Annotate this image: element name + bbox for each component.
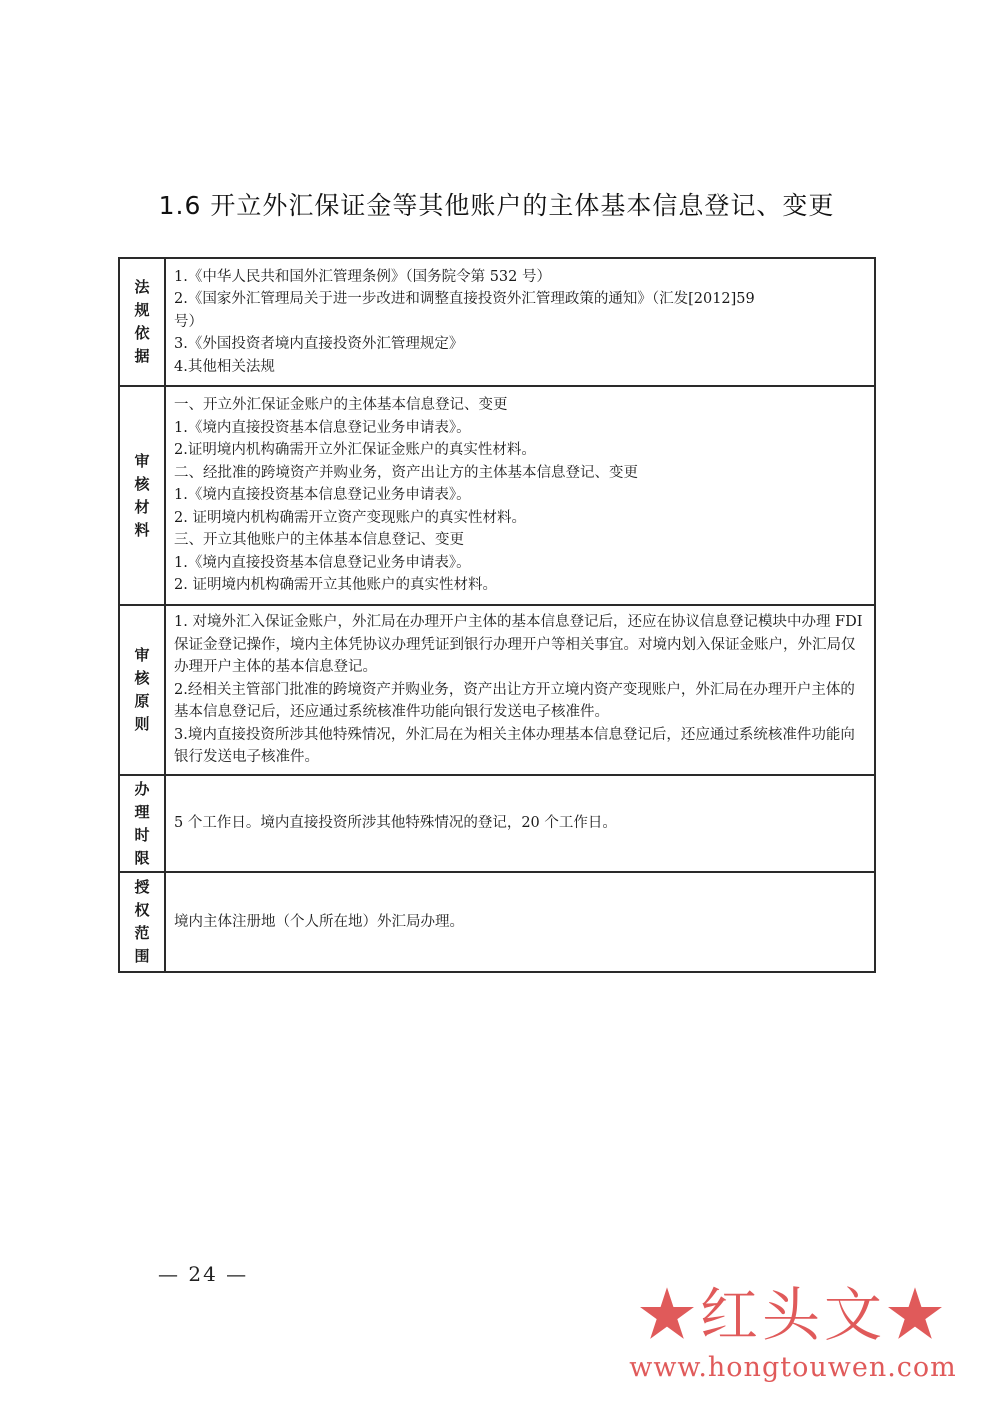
table-row-review-materials	[119, 386, 875, 605]
info-table	[118, 257, 876, 973]
watermark-title: ★红头文★	[637, 1281, 948, 1349]
row-header-char: 料	[134, 520, 150, 539]
text-line: 4.其他相关法规	[174, 358, 275, 375]
text-line: 三、开立其他账户的主体基本信息登记、变更	[174, 532, 464, 549]
row-body-legal-basis	[165, 258, 875, 386]
row-header-review-materials	[119, 386, 165, 605]
table-row-authorization-scope	[119, 872, 875, 972]
text-line: 3.《外国投资者境内直接投资外汇管理规定》	[174, 336, 464, 353]
text-line: 二、经批准的跨境资产并购业务，资产出让方的主体基本信息登记、变更	[174, 464, 638, 481]
row-header-char: 据	[134, 347, 150, 365]
text-line: 2. 证明境内机构确需开立资产变现账户的真实性材料。	[174, 509, 526, 526]
row-header-char: 原	[134, 692, 150, 710]
table-row-legal-basis	[119, 258, 875, 386]
row-header-char: 审	[134, 646, 150, 664]
text-line: 2.证明境内机构确需开立外汇保证金账户的真实性材料。	[174, 442, 536, 459]
row-header-char: 材	[134, 497, 150, 516]
row-header-char: 时	[134, 825, 150, 844]
text-line: 境内主体注册地（个人所在地）外汇局办理。	[174, 913, 464, 930]
text-line: 1.《境内直接投资基本信息登记业务申请表》。	[174, 487, 471, 504]
text-line: 1.《境内直接投资基本信息登记业务申请表》。	[174, 419, 471, 436]
text-line: 一、开立外汇保证金账户的主体基本信息登记、变更	[174, 397, 508, 414]
row-header-authorization-scope	[119, 872, 165, 972]
table-row-review-principles	[119, 605, 875, 775]
row-body-review-principles	[165, 605, 875, 775]
watermark	[603, 1280, 983, 1390]
row-body-review-materials	[165, 386, 875, 605]
row-header-review-principles	[119, 605, 165, 775]
text-paragraph: 2.经相关主管部门批准的跨境资产并购业务，资产出让方开立境内资产变现账户，外汇局在办理开户主体的基本信息登记后，还应通过系统核准件功能向银行发送电子核准件。	[174, 681, 855, 721]
text-line: 号）	[174, 313, 203, 330]
row-header-char: 核	[134, 474, 150, 493]
row-header-time-limit	[119, 775, 165, 872]
row-header-char: 理	[134, 802, 150, 821]
row-header-char: 限	[134, 848, 150, 867]
row-header-char: 依	[134, 324, 150, 342]
row-header-char: 核	[134, 669, 150, 687]
row-header-char: 规	[134, 301, 150, 319]
table-row-time-limit	[119, 775, 875, 872]
text-paragraph: 1. 对境外汇入保证金账户，外汇局在办理开户主体的基本信息登记后，还应在协议信息登记模块中办理 FDI 保证金登记操作，境内主体凭协议办理凭证到银行办理开户等相关事宜。对境内划入保证金账户，外汇局仅办理开户主体的基本信息登记。	[174, 614, 863, 676]
row-header-char: 办	[134, 779, 150, 798]
row-header-legal-basis	[119, 258, 165, 386]
row-header-char: 法	[134, 278, 150, 296]
page-number: — 24 —	[158, 1262, 249, 1286]
row-header-char: 权	[134, 901, 150, 919]
row-header-char: 围	[134, 947, 150, 965]
row-header-char: 范	[134, 924, 150, 942]
text-line: 5 个工作日。境内直接投资所涉其他特殊情况的登记，20 个工作日。	[174, 815, 617, 832]
page-title: 1.6 开立外汇保证金等其他账户的主体基本信息登记、变更	[158, 191, 835, 220]
watermark-url: www.hongtouwen.com	[629, 1352, 957, 1383]
row-body-time-limit	[165, 775, 875, 872]
row-header-char: 审	[134, 451, 150, 470]
row-body-authorization-scope	[165, 872, 875, 972]
text-line: 1.《境内直接投资基本信息登记业务申请表》。	[174, 554, 471, 571]
text-line: 1.《中华人民共和国外汇管理条例》（国务院令第 532 号）	[174, 268, 551, 285]
row-header-char: 则	[134, 715, 150, 733]
text-paragraph: 3.境内直接投资所涉其他特殊情况，外汇局在为相关主体办理基本信息登记后，还应通过系统核准件功能向银行发送电子核准件。	[174, 726, 855, 766]
text-line: 2.《国家外汇管理局关于进一步改进和调整直接投资外汇管理政策的通知》（汇发[2012]59	[174, 291, 755, 308]
text-line: 2. 证明境内机构确需开立其他账户的真实性材料。	[174, 577, 497, 594]
row-header-char: 授	[134, 878, 150, 896]
